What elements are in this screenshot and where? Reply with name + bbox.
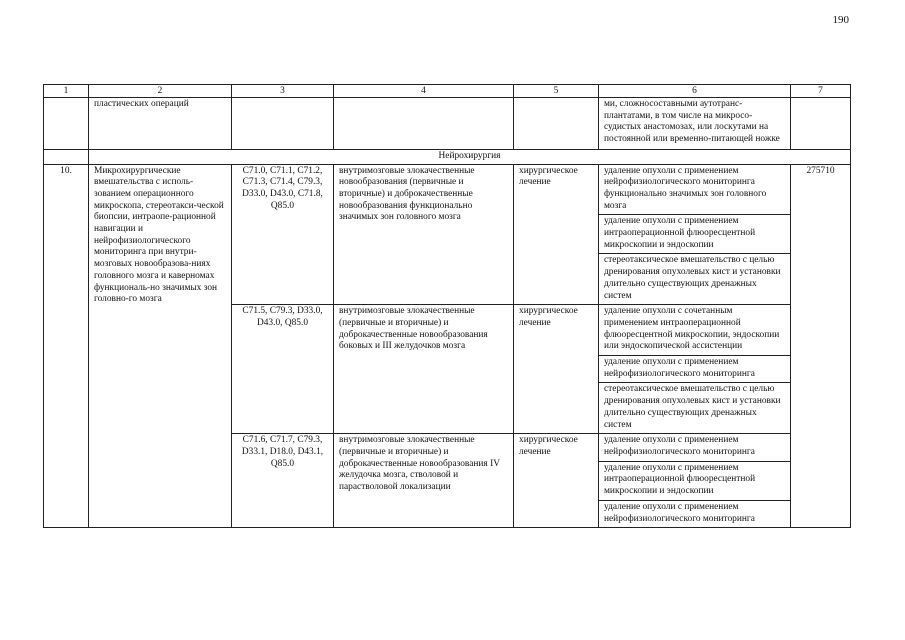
- column-header: 3: [232, 85, 334, 98]
- method-item: удаление опухоли с сочетанным применением интраоперационной флюоресцентной микроскопии, эндоскопии или эндоскопической ассистенции: [599, 305, 790, 356]
- empty-cell: [514, 98, 599, 150]
- column-header: 6: [599, 85, 791, 98]
- icd-codes: C71.6, C71.7, C79.3, D33.1, D18.0, D43.1, Q85.0: [232, 434, 334, 528]
- column-header: 2: [89, 85, 232, 98]
- section-title: Нейрохирургия: [89, 149, 851, 164]
- column-header: 7: [791, 85, 851, 98]
- continuation-row: [44, 98, 851, 150]
- diagnosis-description: внутримозговые злокачественные (первичные и вторичные) и доброкачественные новообразования боковых и III желудочков мозга: [334, 305, 514, 434]
- icd-codes: C71.0, C71.1, C71.2, C71.3, C71.4, C79.3, D33.0, D43.0, C71.8, Q85.0: [232, 164, 334, 305]
- method-item: удаление опухоли с применением нейрофизиологического мониторинга: [604, 501, 755, 524]
- row-number: 10.: [44, 164, 89, 528]
- table-row: [44, 164, 851, 305]
- method-item: удаление опухоли с применением нейрофизиологического мониторинга функционально значимых зон головного мозга: [599, 165, 790, 216]
- treatment-type: хирургическое лечение: [514, 305, 599, 434]
- diagnosis-description: внутримозговые злокачественные новообразования (первичные и вторичные) и доброкачественные новообразования функционально значимых зон головного мозга: [334, 164, 514, 305]
- column-header: 4: [334, 85, 514, 98]
- method-list: [599, 434, 791, 528]
- empty-cell: [334, 98, 514, 150]
- section-row: [44, 149, 851, 164]
- method-list: [599, 164, 791, 305]
- column-number-row: [44, 85, 851, 98]
- empty-cell: [44, 98, 89, 150]
- empty-cell: [232, 98, 334, 150]
- diagnosis-description: внутримозговые злокачественные (первичные и вторичные) и доброкачественные новообразования IV желудочка мозга, стволовой и парастволовой локализации: [334, 434, 514, 528]
- empty-cell: [791, 98, 851, 150]
- column-header: 5: [514, 85, 599, 98]
- method-item: удаление опухоли с применением нейрофизиологического мониторинга: [599, 434, 790, 461]
- method-item: удаление опухоли с применением интраоперационной флюоресцентной микроскопии и эндоскопии: [599, 215, 790, 254]
- icd-codes: C71.5, C79.3, D33.0, D43.0, Q85.0: [232, 305, 334, 434]
- method-item: удаление опухоли с применением нейрофизиологического мониторинга: [599, 356, 790, 383]
- method-item: стереотаксическое вмешательство с целью дренирования опухолевых кист и установки длительно существующих дренажных систем: [604, 255, 781, 301]
- section-spacer: [44, 149, 89, 164]
- continuation-method-cell: ми, сложносоставными аутотранс-плантатами, в том числе на микросо-судистых анастомозах, или лоскутами на постоянной или временно-питающей ножке: [599, 98, 791, 150]
- treatment-type: хирургическое лечение: [514, 164, 599, 305]
- intervention-name: Микрохирургические вмешательства с исполь-зованием операционного микроскопа, стереотакси-ческой биопсии, интраопе-рационной навигации и нейрофизиологического мониторинга при внутри-мозговых новообразова-ниях головного мозга и каверномах функциональ-но значимых зон головно-го мозга: [89, 164, 232, 528]
- method-list: [599, 305, 791, 434]
- method-item: удаление опухоли с применением интраоперационной флюоресцентной микроскопии и эндоскопии: [599, 462, 790, 501]
- method-item: стереотаксическое вмешательство с целью дренирования опухолевых кист и установки длительно существующих дренажных систем: [604, 384, 781, 430]
- medical-care-table: [43, 84, 851, 528]
- continuation-name-cell: пластических операций: [89, 98, 232, 150]
- price-value: 275710: [791, 164, 851, 528]
- page-number: 190: [832, 14, 849, 26]
- column-header: 1: [44, 85, 89, 98]
- treatment-type: хирургическое лечение: [514, 434, 599, 528]
